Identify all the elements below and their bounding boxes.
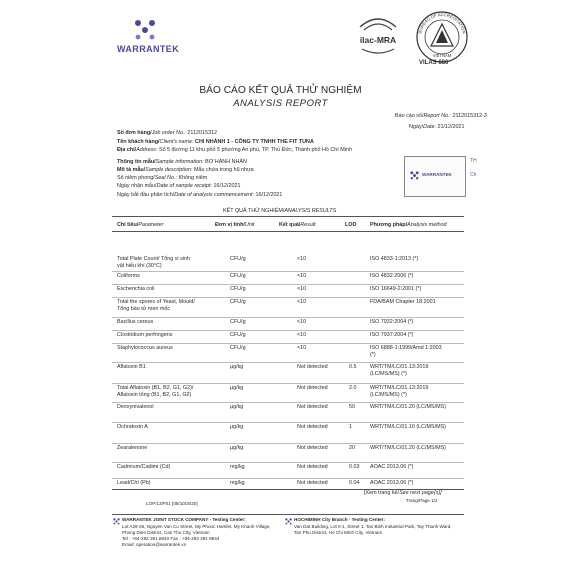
row-method: (LC/MS/MS) (*) — [370, 371, 407, 377]
footer-right-title: HOCHIMINH City Branch - Testing Center: — [294, 517, 386, 522]
row-parameter: Escherichia coli — [117, 286, 155, 292]
client-address-line: Địa chỉ/Address: Số 5 đường 11 khu phố 5 phường An phú, TP. Thủ Đức, Thành phố Hồ Chí Minh — [117, 147, 352, 153]
vilas-code: VILAS 686 — [419, 60, 449, 66]
row-unit: CFU/g — [230, 345, 246, 351]
row-result: Not detected — [297, 385, 328, 391]
row-lod: 0.5 — [349, 364, 357, 370]
row-result: Not detected — [297, 424, 328, 430]
row-lod: 1 — [349, 424, 352, 430]
row-parameter: vật hiếu khí (30°C) — [117, 263, 162, 269]
footer-logo-icon — [285, 518, 292, 525]
row-parameter: Bacillus cereus — [117, 319, 154, 325]
row-method: FDA/BAM Chapter 18:2001 — [370, 299, 436, 305]
col-header-method: Phương pháp/Analysis method — [370, 222, 447, 228]
row-method: WRT/TM/LC/01.13:2019 — [370, 385, 429, 391]
row-parameter: Cadmium/Cadimi (Cd) — [117, 464, 171, 470]
row-result: <10 — [297, 273, 307, 279]
row-parameter: Lead/Chì (Pb) — [117, 480, 151, 486]
row-method: WRT/TM/LC/01.20 (LC/MS/MS) — [370, 445, 446, 451]
row-separator — [112, 271, 464, 272]
row-method: (*) — [370, 352, 376, 358]
ilac-text: ilac-MRA — [359, 35, 397, 45]
row-result: Not detected — [297, 404, 328, 410]
row-separator — [112, 284, 464, 285]
row-result: <10 — [297, 299, 307, 305]
row-method: (LC/MS/MS) (*) — [370, 392, 407, 398]
row-result: <10 — [297, 286, 307, 292]
row-parameter: Ochratoxin A — [117, 424, 148, 430]
row-separator — [112, 383, 464, 384]
row-method: ISO 16649-2:2001 (*) — [370, 286, 422, 292]
row-lod: 20 — [349, 445, 355, 451]
sample-description-line: Mô tả mẫu/Sample description: Mẫu chứa trong hũ nhựa — [117, 167, 254, 173]
row-separator — [112, 343, 464, 344]
report-date-line: Ngày/Date: 21/12/2021 — [409, 124, 465, 130]
row-unit: CFU/g — [230, 256, 246, 262]
footer-left-line-1: Lot A29-26, Nguyen Van Cu Street, My Phuoc Hamlet, My Khanh Village, — [122, 524, 271, 529]
row-result: <10 — [297, 345, 307, 351]
sample-receipt-line: Ngày nhận mẫu/Date of sample receipt: 16/12/2021 — [117, 183, 241, 189]
boa-text: BUREAU OF ACCREDITATION — [417, 11, 467, 35]
row-parameter: Total the spores of Yeast, Mould/ — [117, 299, 195, 305]
row-method: ISO 7937:2004 (*) — [370, 332, 414, 338]
footer-left-line-3: Tel : +84-292 391 8840 Fax : +84-292 391 8844 — [122, 536, 220, 541]
see-next-page: [Xem trang kế/See next page(s)] — [364, 490, 442, 496]
row-parameter: Total Aflatoxin (B1, B2, G1, G2)/ — [117, 385, 194, 391]
row-unit: CFU/g — [230, 332, 246, 338]
row-unit: mg/kg — [230, 464, 245, 470]
row-result: <10 — [297, 332, 307, 338]
row-separator — [112, 443, 464, 444]
row-method: AOAC 2013.06 (*) — [370, 464, 414, 470]
row-separator — [112, 422, 464, 423]
row-unit: CFU/g — [230, 299, 246, 305]
row-parameter: Tổng bào tử men mốc — [117, 306, 171, 312]
seal-number-line: Số niêm phong/Seal No.: Không niêm — [117, 175, 208, 181]
header-rule — [112, 231, 464, 232]
row-separator — [112, 362, 464, 363]
row-unit: mg/kg — [230, 480, 245, 486]
results-heading: KẾT QUẢ THỬ NGHIỆM/ANALYSIS RESULTS — [223, 208, 337, 214]
row-separator — [112, 317, 464, 318]
warrantek-logo-icon — [134, 19, 156, 41]
warrantek-stamp — [404, 156, 466, 197]
row-unit: µg/kg — [230, 445, 244, 451]
row-unit: CFU/g — [230, 286, 246, 292]
col-header-parameter: Chỉ tiêu/Parameter — [117, 222, 164, 228]
stamp-logo-icon — [410, 171, 419, 180]
row-result: <10 — [297, 256, 307, 262]
row-method: ISO 4832:2006 (*) — [370, 273, 414, 279]
row-separator — [112, 402, 464, 403]
row-result: Not detected — [297, 445, 328, 451]
footer-left-title: WARRANTEK JOINT STOCK COMPANY - Testing Center: — [122, 517, 246, 522]
row-lod: 0.04 — [349, 480, 360, 486]
row-unit: µg/kg — [230, 424, 244, 430]
row-result: Not detected — [297, 364, 328, 370]
row-parameter: Aflatoxin B1 — [117, 364, 146, 370]
col-header-lod: LOD — [345, 222, 357, 228]
row-method: WRT/TM/LC/01.13:2019 — [370, 364, 429, 370]
row-unit: CFU/g — [230, 273, 246, 279]
row-method: ISO 4833-1:2013 (*) — [370, 256, 419, 262]
row-lod: 50 — [349, 404, 355, 410]
client-name-line: Tên khách hàng/Client's name: CHI NHÁNH 1 - CÔNG TY TNHH THE FIT TUNA — [117, 139, 314, 145]
row-separator — [112, 330, 464, 331]
analysis-start-line: Ngày bắt đầu phân tích/Date of analysis commencement: 16/12/2021 — [117, 192, 283, 198]
results-top-rule — [112, 216, 464, 217]
row-separator — [112, 297, 464, 298]
row-method: WRT/TM/LC/01.20 (LC/MS/MS) — [370, 404, 446, 410]
form-code: LOP/13/F01 [05/10/2020] — [146, 501, 198, 506]
row-parameter: Aflatoxin tổng (B1, B2, G1, G2) — [117, 392, 192, 398]
row-unit: µg/kg — [230, 364, 244, 370]
boa-country: VIETNAM — [432, 53, 452, 58]
row-parameter: Total Plate Count/ Tổng vi sinh — [117, 256, 191, 262]
row-unit: µg/kg — [230, 385, 244, 391]
row-result: Not detected — [297, 464, 328, 470]
footer-email[interactable]: Email: operation@warrantek.vn — [122, 542, 187, 547]
page-number: Trang/Page 1/2 — [406, 498, 438, 503]
row-unit: µg/kg — [230, 404, 244, 410]
row-lod: 0.03 — [349, 464, 360, 470]
row-parameter: Staphylococcus aureus — [117, 345, 173, 351]
stamp-side-text: TH Ch — [470, 158, 477, 178]
report-title-en: ANALYSIS REPORT — [233, 98, 328, 109]
row-parameter: Zearalenone — [117, 445, 148, 451]
row-separator — [112, 478, 464, 479]
row-parameter: Clostridium perfringens — [117, 332, 173, 338]
row-parameter: Deoxynivalenol — [117, 404, 154, 410]
row-result: Not detected — [297, 480, 328, 486]
job-order-line: Số đơn hàng/Job order No.: 2112015312 — [117, 130, 217, 136]
row-method: ISO 6888-1:1999/Amd 1:2003 — [370, 345, 442, 351]
row-method: AOAC 2013.06 (*) — [370, 480, 414, 486]
row-lod: 2.0 — [349, 385, 357, 391]
sample-info-line: Thông tin mẫu/Sample information: BƠ HẠNH NHÂN — [117, 159, 247, 165]
row-method: ISO 7932:2004 (*) — [370, 319, 414, 325]
col-header-unit: Đơn vị tính/Unit — [215, 222, 255, 228]
footer-left-line-2: Phong Dien District, Can Tho City, Vietnam — [122, 530, 210, 535]
brand-name: WARRANTEK — [117, 44, 180, 54]
footer-right-line-1: Van Dat Building, Lot II-1, Street 1, Tan Binh Industrial Park, Tay Thanh Ward, — [294, 524, 452, 529]
row-separator — [112, 462, 464, 463]
footer-right-line-2: Tan Phu District, Ho Chi Minh City, Vietnam — [294, 530, 383, 535]
footer-logo-icon — [113, 518, 120, 525]
row-parameter: Coliforms — [117, 273, 140, 279]
col-header-result: Kết quả/Result — [279, 222, 316, 228]
report-number-line: Báo cáo số/Report No.: 2112015312-3 — [395, 113, 487, 119]
row-method: WRT/TM/LC/01.10 (LC/MS/MS) — [370, 424, 446, 430]
ilac-mra-logo-icon — [356, 13, 400, 59]
footer-rule — [112, 514, 464, 515]
row-result: <10 — [297, 319, 307, 325]
row-unit: CFU/g — [230, 319, 246, 325]
boa-accreditation-seal-icon — [415, 10, 469, 64]
report-title-vi: BÁO CÁO KẾT QUẢ THỬ NGHIỆM — [199, 85, 362, 96]
stamp-text: WARRANTEK — [422, 172, 452, 177]
